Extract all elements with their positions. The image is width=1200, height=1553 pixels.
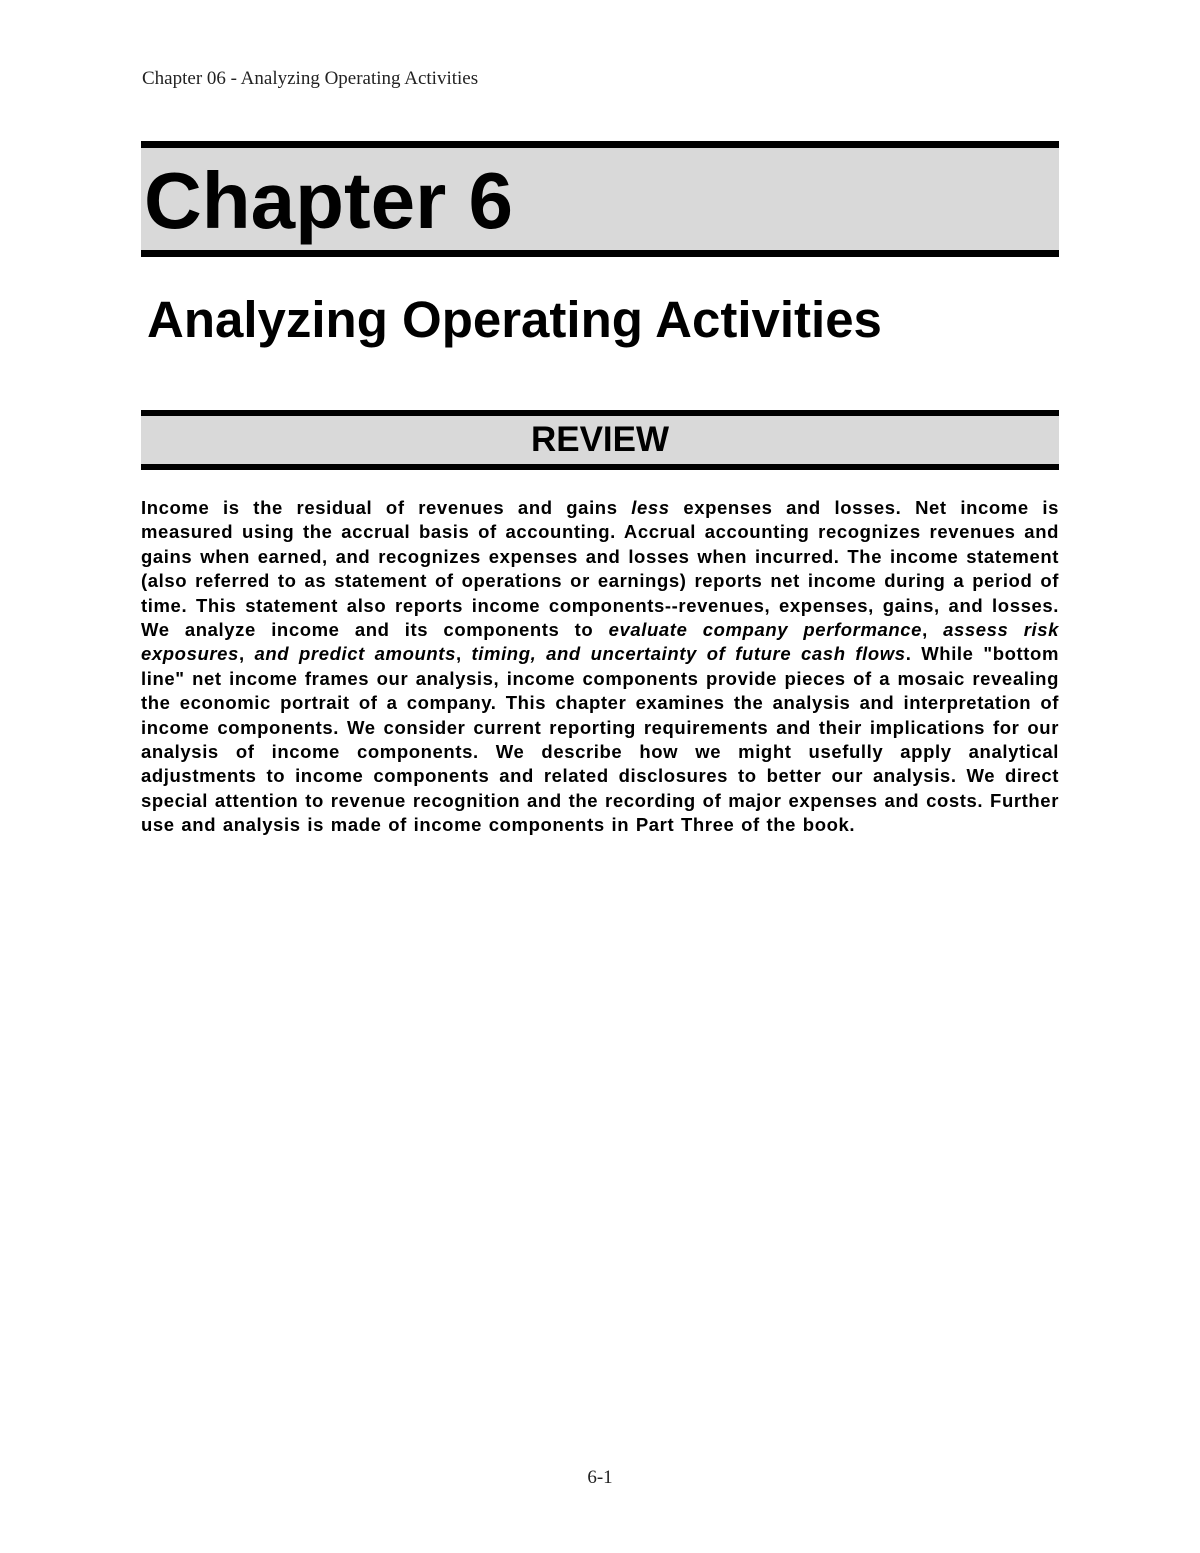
review-text: . While "bottom line" net income frames our analysis, income components provide pieces of a mosaic revealing the economic portrait of a company. This chapter examines the analysis and interpretation of income components. We consider current reporting requirements and their implications for our analysis of income components. We describe how we might usefully apply analytical adjustments to income components and related disclosures to better our analysis. We direct special attention to revenue recognition and the recording of major expenses and costs. Further use and analysis is made of income components in Part Three of the book. xyxy=(141,643,1059,836)
review-text: , xyxy=(238,643,255,665)
review-text-emphasis: and predict amounts xyxy=(254,643,456,665)
review-text: Income is the residual of revenues and gains xyxy=(141,497,632,518)
review-heading-band xyxy=(141,410,1059,470)
review-text: , xyxy=(455,643,472,665)
review-text-emphasis: assess risk exposures xyxy=(141,619,1060,665)
chapter-title-band xyxy=(141,141,1059,257)
review-text-emphasis: of future cash flows xyxy=(706,643,906,665)
review-text-emphasis: less xyxy=(631,497,670,518)
review-text: expenses and losses. Net income is measured using the accrual basis of accounting. Accrual accounting recognizes revenues and gains when earned, and recognizes expenses and losses when incurred. The income statement (also referred to as statement of operations or earnings) reports net income during a period of time. This statement also reports income components--revenues, expenses, gains, and losses. We analyze income and its components to xyxy=(141,497,1059,641)
review-paragraph xyxy=(141,496,1059,838)
chapter-title: Chapter 6 xyxy=(144,156,513,245)
review-text-emphasis: timing, and uncertainty xyxy=(471,643,697,665)
review-heading: REVIEW xyxy=(530,420,670,459)
chapter-subtitle: Analyzing Operating Activities xyxy=(147,291,882,348)
running-header: Chapter 06 - Analyzing Operating Activities xyxy=(142,68,479,89)
review-text: , xyxy=(922,619,944,641)
review-text xyxy=(697,643,707,664)
page-number: 6-1 xyxy=(587,1467,613,1488)
review-text-emphasis: evaluate company performance xyxy=(608,619,923,641)
